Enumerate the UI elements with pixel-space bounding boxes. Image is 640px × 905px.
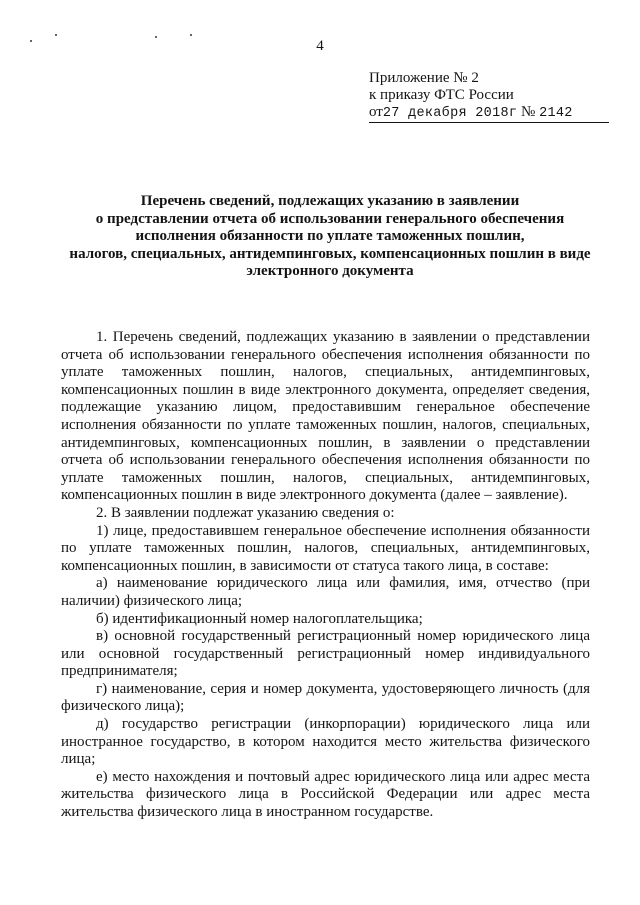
document-body xyxy=(61,329,590,822)
appendix-header xyxy=(369,70,619,123)
item-1: 1) лице, предоставившем генеральное обеспечение исполнения обязанности по уплате таможенных пошлин, налогов, специальных, антидемпинговых, компенсационных пошлин, в зависимости от статуса такого лица, в составе: xyxy=(61,522,590,574)
order-underline xyxy=(369,104,609,123)
appendix-label: Приложение № 2 xyxy=(369,70,479,86)
subitem-a: а) наименование юридического лица или фамилия, имя, отчество (при наличии) физического лица; xyxy=(61,575,590,609)
order-number: 2142 xyxy=(539,106,573,121)
subitem-d: д) государство регистрации (инкорпорации) юридического лица или иностранное государство, в котором находится место жительства физического лица; xyxy=(61,716,590,768)
order-from-prefix: от xyxy=(369,104,383,120)
title-line: исполнения обязанности по уплате таможенных пошлин, xyxy=(135,228,525,244)
title-line: Перечень сведений, подлежащих указанию в заявлении xyxy=(140,193,520,209)
paragraph-1: 1. Перечень сведений, подлежащих указанию в заявлении о представлении отчета об использовании генерального обеспечения исполнения обязанности по уплате таможенных пошлин, налогов, специальных, антидемпинговых, компенсационных пошлин в виде электронного документа, определяет сведения, подлежащие указанию лицом, предоставившим генеральное обеспечение исполнения обязанности по уплате таможенных пошлин, налогов, специальных, антидемпинговых, компенсационных пошлин, в заявлении о представлении отчета об использовании генерального обеспечения исполнения обязанности по уплате таможенных пошлин, налогов, специальных, антидемпинговых, компенсационных пошлин в виде электронного документа (далее – заявление). xyxy=(61,329,590,504)
order-number-label: № xyxy=(521,104,536,120)
scan-speck xyxy=(190,34,192,36)
scan-speck xyxy=(55,34,57,36)
subitem-g: г) наименование, серия и номер документа, удостоверяющего личность (для физического лица); xyxy=(61,680,590,715)
subitem-v: в) основной государственный регистрационный номер юридического лица или основной государственный регистрационный номер индивидуального предпринимателя; xyxy=(61,628,590,680)
order-reference: к приказу ФТС России xyxy=(369,87,514,103)
paragraph-2: 2. В заявлении подлежат указанию сведения о: xyxy=(96,504,395,521)
order-date: 27 декабря 2018г xyxy=(382,106,518,121)
order-date-number-line xyxy=(369,104,619,123)
title-line: о представлении отчета об использовании генерального обеспечения xyxy=(95,210,565,227)
subitem-b: б) идентификационный номер налогоплательщика; xyxy=(96,610,423,627)
page-number: 4 xyxy=(316,38,324,54)
subitem-e: е) место нахождения и почтовый адрес юридического лица или адрес места жительства физического лица в Российской Федерации или адрес места жительства физического лица в иностранном государстве. xyxy=(61,768,590,821)
document-title xyxy=(40,193,620,281)
title-line: электронного документа xyxy=(246,263,414,279)
title-line: налогов, специальных, антидемпинговых, компенсационных пошлин в виде xyxy=(69,245,591,262)
